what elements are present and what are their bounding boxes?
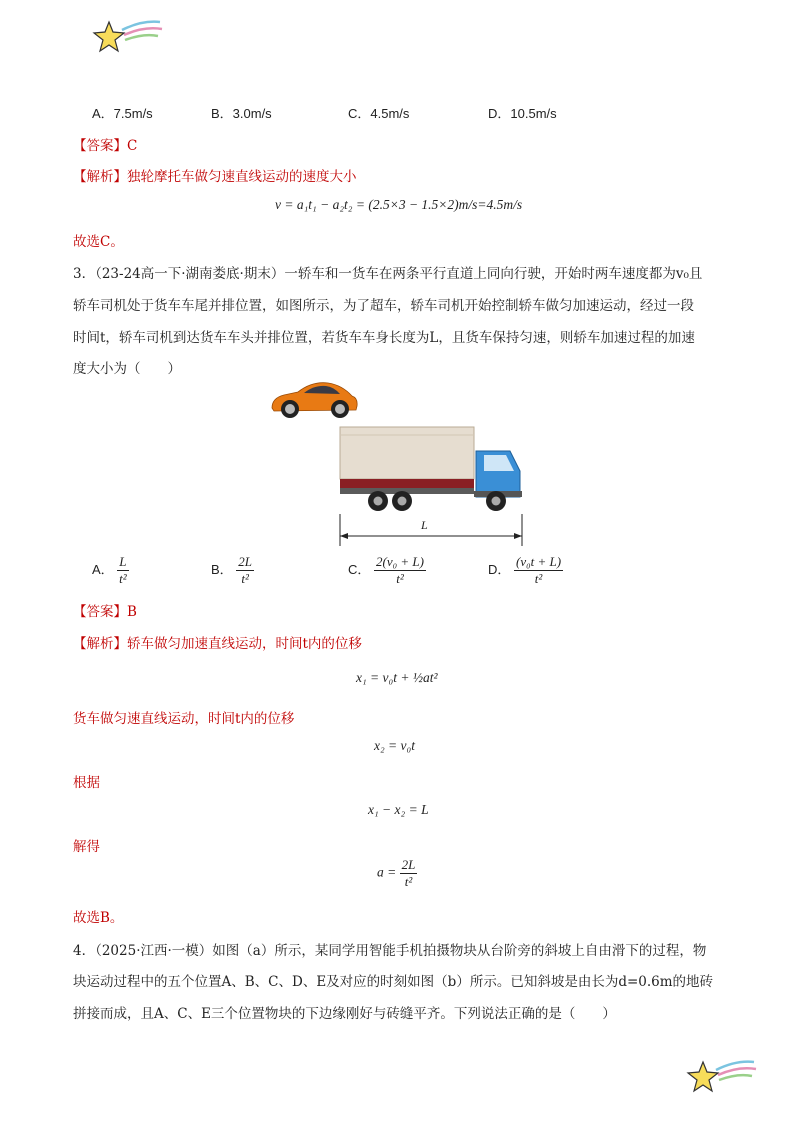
q3-option-c [348, 554, 426, 587]
q3-text-3: 根据 [73, 775, 100, 791]
q2-option-a: A．7.5m/s [92, 106, 153, 121]
q4-stem-line3: 拼接而成，且A、C、E三个位置物块的下边缘刚好与砖缝平齐。下列说法正确的是（ ） [73, 1006, 616, 1022]
q2-analysis-text: 独轮摩托车做匀速直线运动的速度大小 [127, 169, 357, 185]
fraction-numerator: 2L [401, 857, 416, 872]
q2-analysis-tag: 【解析】 [73, 169, 127, 185]
q3-text-4: 解得 [73, 839, 100, 855]
q3-conclusion: 故选B。 [73, 910, 124, 926]
q3-stem-line1: 3．（23-24高一下·湖南娄底·期末）一轿车和一货车在两条平行直道上同向行驶，开始时两车速度都为v₀且 [73, 266, 703, 282]
q3-option-b-fraction [236, 554, 254, 587]
q2-conclusion: 故选C。 [73, 234, 124, 250]
fraction-denominator: t² [119, 571, 127, 586]
q3-option-d-fraction [514, 554, 563, 587]
q3-option-c-fraction [374, 554, 426, 587]
fraction-denominator: t² [534, 571, 543, 586]
q4-stem-line2: 块运动过程中的五个位置A、B、C、D、E及对应的时刻如图（b）所示。已知斜坡是由长为d=0.6m的地砖 [73, 974, 714, 990]
q2-answer: 【答案】C [73, 138, 138, 154]
length-label: L [421, 518, 428, 532]
fraction-numerator: L [119, 554, 127, 569]
q3-analysis-text: 轿车做匀加速直线运动，时间t内的位移 [127, 636, 362, 652]
car-illustration [268, 378, 360, 422]
fraction-denominator: t² [404, 874, 413, 889]
star-logo-bottom [686, 1056, 758, 1098]
q2-analysis [73, 165, 357, 185]
q3-option-a [92, 554, 129, 587]
equation-fraction [400, 857, 418, 890]
q3-equation-1: x₁ = v₀t + ½at² [356, 670, 438, 685]
q2-equation: v = a₁t₁ − a₂t₂ = (2.5×3 − 1.5×2)m/s=4.5m/s [275, 197, 523, 212]
q2-option-c: C．4.5m/s [348, 106, 410, 121]
q3-option-b [211, 554, 254, 587]
q3-analysis [73, 632, 362, 652]
q3-option-b-letter: B． [211, 561, 233, 577]
q3-option-a-fraction [117, 554, 128, 587]
fraction-numerator: 2(v₀ + L) [376, 554, 424, 569]
q3-equation-4 [377, 857, 417, 890]
length-dimension [336, 512, 528, 548]
fraction-denominator: t² [396, 571, 404, 586]
q3-stem-line3: 时间t，轿车司机到达货车车头并排位置，若货车车身长度为L，且货车保持匀速，则轿车加速过程的加速 [73, 330, 695, 346]
q3-text-2: 货车做匀速直线运动，时间t内的位移 [73, 711, 295, 727]
q3-option-c-letter: C． [348, 561, 371, 577]
q3-stem-line2: 轿车司机处于货车车尾并排位置，如图所示，为了超车，轿车司机开始控制轿车做匀加速运动，经过一段 [73, 298, 694, 314]
q3-equation-2: x₂ = v₀t [374, 738, 415, 753]
q3-stem-line4: 度大小为（ ） [73, 361, 181, 377]
q2-option-d: D．10.5m/s [488, 106, 557, 121]
fraction-denominator: t² [241, 571, 249, 586]
q3-analysis-tag: 【解析】 [73, 636, 127, 652]
q2-option-b: B．3.0m/s [211, 106, 272, 121]
fraction-numerator: (v₀t + L) [516, 554, 562, 569]
q3-equation-3: x₁ − x₂ = L [368, 802, 429, 817]
fraction-numerator: 2L [238, 554, 253, 569]
q3-option-d [488, 554, 563, 587]
q4-stem-line1: 4．（2025·江西·一模）如图（a）所示，某同学用智能手机拍摄物块从台阶旁的斜坡上自由滑下的过程，物 [73, 943, 707, 959]
q3-option-a-letter: A． [92, 561, 114, 577]
q3-answer: 【答案】B [73, 604, 137, 620]
truck-illustration [338, 425, 524, 513]
q3-option-d-letter: D． [488, 561, 511, 577]
equation-left: a = [377, 864, 397, 880]
star-logo-top [92, 16, 164, 58]
